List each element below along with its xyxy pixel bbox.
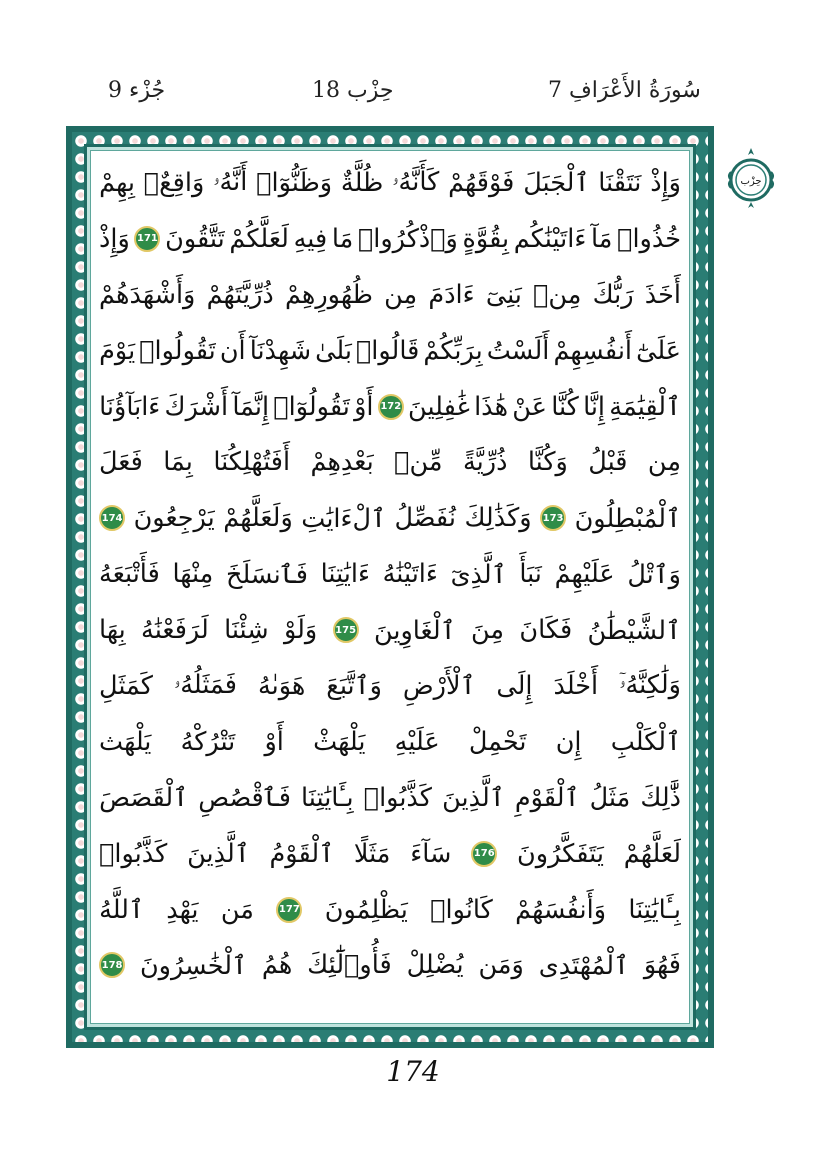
word: يَوْمَ <box>99 335 136 366</box>
word: بِهَا <box>99 615 126 646</box>
word: شَهِدْنَآ <box>249 335 312 366</box>
word: ذُرِّيَّةً <box>462 447 508 478</box>
word: مَا <box>331 223 354 254</box>
word: عَنْ <box>512 391 547 422</box>
word: ٱلْقَوْمُ <box>269 839 335 870</box>
word: مِّنۢ <box>394 447 443 478</box>
word: وَاقِعٌۢ <box>143 167 205 198</box>
word: وَٱذْكُرُوا۟ <box>357 223 458 254</box>
text-line <box>99 155 681 211</box>
word: إِلَى <box>496 670 533 701</box>
juz-label: جُزْء 9 <box>108 78 166 103</box>
word: عَلَيْهِ <box>394 726 440 757</box>
word: غَٰفِلِينَ <box>408 391 470 422</box>
word: ٱلْقِيَٰمَةِ <box>609 392 681 422</box>
word: فَكَانَ <box>519 615 573 646</box>
word: بِـَٔايَٰتِنَا <box>301 782 354 813</box>
word: بِـَٔايَٰتِنَا <box>628 894 681 925</box>
word: ٱلْغَاوِينَ <box>373 615 456 646</box>
word: مِن <box>647 447 681 478</box>
word: فَٱقْصُصِ <box>198 783 291 814</box>
word: بَنِىٓ <box>485 279 522 310</box>
word: سَآءَ <box>410 838 452 869</box>
word: هَوَىٰهُ <box>257 670 306 701</box>
word: ذُرِّيَّتَهُمْ <box>206 279 274 310</box>
word: ءَابَآؤُنَا <box>99 391 161 422</box>
text-line <box>99 602 681 658</box>
hizb-marker-icon <box>727 146 775 210</box>
word: مَثَلًا <box>353 838 391 869</box>
word: مِنۢ <box>533 279 582 310</box>
text-line <box>99 658 681 714</box>
text-line <box>99 882 681 938</box>
word: أَنفُسِهِمْ <box>553 335 633 366</box>
hizb-marker-label: حِزْب <box>740 176 762 187</box>
word: ءَايَٰتِنَا <box>320 559 370 590</box>
word: ٱلَّذِينَ <box>442 783 505 814</box>
text-line <box>99 937 681 993</box>
word: وَأَشْهَدَهُمْ <box>99 279 196 310</box>
word: هَٰذَا <box>474 391 509 422</box>
word: فَمَثَلُهُۥ <box>173 670 237 701</box>
word: وَكُنَّا <box>527 447 568 478</box>
word: يَهْدِ <box>166 894 199 925</box>
text-line <box>99 267 681 323</box>
word: ٱلْءَايَٰتِ <box>301 503 386 534</box>
word: إِن <box>555 726 582 757</box>
ayah-number-marker: 171 <box>134 226 160 252</box>
word: نَتَقْنَا <box>598 167 642 198</box>
word: وَٱتَّبَعَ <box>326 671 382 702</box>
word: يَرْجِعُونَ <box>133 503 215 534</box>
word: يَلْهَث <box>99 726 152 757</box>
word: وَلَعَلَّهُمْ <box>223 503 293 534</box>
word: تَتْرُكْهُ <box>180 726 236 757</box>
word: كَانُوا۟ <box>430 894 493 925</box>
word: أَن <box>219 335 246 366</box>
word: ظُهُورِهِمْ <box>284 279 373 310</box>
word: تَقُولُوا۟ <box>139 335 216 366</box>
quran-lines <box>99 155 681 1019</box>
word: وَٱتْلُ <box>627 559 681 590</box>
surah-label: 7 سُورَةُ الأَعْرَافِ <box>548 78 701 103</box>
page-number: 174 <box>386 1055 440 1088</box>
word: وَإِذْ <box>99 223 130 254</box>
word: ءَادَمَ <box>428 279 475 310</box>
word: ءَاتَيْنَٰكُم <box>513 223 587 254</box>
word: إِنَّمَآ <box>232 391 270 422</box>
word: بِرَبِّكُمْ <box>423 335 483 366</box>
text-line <box>99 770 681 826</box>
text-line <box>99 490 681 546</box>
word: أَفَتُهْلِكُنَا <box>213 447 291 478</box>
word: ٱلَّذِىٓ <box>450 559 507 590</box>
word: بِهِمْ <box>99 167 135 198</box>
word: رَبُّكَ <box>592 279 634 310</box>
word: ذَّٰلِكَ <box>640 782 681 813</box>
word: يَلْهَثْ <box>313 726 366 757</box>
word: ٱللَّهُ <box>99 895 144 926</box>
word: يُضْلِلْ <box>406 950 464 981</box>
word: ٱلْمُهْتَدِى <box>538 950 629 981</box>
word: كَذَّبُوا۟ <box>363 782 432 813</box>
word: ٱلْقَوْمِ <box>514 783 580 814</box>
word: وَكَذَٰلِكَ <box>464 503 532 534</box>
word: فَأُو۟لَٰٓئِكَ <box>307 950 392 981</box>
text-line <box>99 826 681 882</box>
word: فَأَتْبَعَهُ <box>99 559 160 590</box>
word: وَإِذْ <box>650 167 681 198</box>
word: مَن <box>220 894 254 925</box>
ayah-number-marker: 176 <box>471 841 497 867</box>
word: ٱلْقَصَصَ <box>99 783 189 814</box>
word: مِنَ <box>470 615 505 646</box>
word: تَقُولُوٓا۟ <box>273 391 350 422</box>
word: نَبَأَ <box>519 559 542 590</box>
word: لَعَلَّكُمْ <box>229 223 289 254</box>
word: هُمُ <box>261 950 293 981</box>
word: ٱلَّذِينَ <box>187 839 250 870</box>
word: بِمَا <box>163 447 193 478</box>
text-line <box>99 211 681 267</box>
text-line <box>99 714 681 770</box>
ayah-number-marker: 177 <box>276 897 302 923</box>
word: كَذَّبُوا۟ <box>99 838 168 869</box>
word: إِنَّا <box>583 391 606 422</box>
word: ٱلْكَلْبِ <box>610 727 681 758</box>
word: مِنْهَا <box>172 559 214 590</box>
word: لَعَلَّهُمْ <box>623 838 681 869</box>
word: ٱلْمُبْطِلُونَ <box>574 503 681 534</box>
word: ٱلْجَبَلَ <box>523 168 590 199</box>
word: مَثَلُ <box>589 782 631 813</box>
word: ظُلَّةٌ <box>340 167 384 198</box>
word: قَبْلُ <box>588 447 628 478</box>
word: أَنَّهُۥ <box>213 167 248 198</box>
word: قَالُوا۟ <box>355 335 420 366</box>
word: وَلَٰكِنَّهُۥٓ <box>619 670 681 701</box>
word: يَظْلِمُونَ <box>324 894 408 925</box>
word: فَهُوَ <box>643 950 681 981</box>
word: شِئْنَا <box>224 615 269 646</box>
word: وَأَنفُسَهُمْ <box>515 894 607 925</box>
word: فِيهِ <box>293 223 328 254</box>
text-line <box>99 434 681 490</box>
word: فَٱنسَلَخَ <box>226 559 308 590</box>
word: وَظَنُّوٓا۟ <box>256 167 333 198</box>
word: لَرَفَعْنَٰهُ <box>141 615 209 646</box>
word: عَلَيْهِمْ <box>554 559 615 590</box>
text-line <box>99 546 681 602</box>
word: أَوْ <box>264 726 284 757</box>
word: فَعَلَ <box>99 447 143 478</box>
word: كُنَّا <box>551 391 579 422</box>
word: كَمَثَلِ <box>99 670 153 701</box>
text-panel <box>90 150 690 1024</box>
word: بَعْدِهِمْ <box>310 447 374 478</box>
word: يَتَفَكَّرُونَ <box>517 838 604 869</box>
word: تَحْمِلْ <box>468 726 527 757</box>
word: كَأَنَّهُۥ <box>392 167 440 198</box>
word: أَلَسْتُ <box>486 335 550 366</box>
word: وَلَوْ <box>283 615 318 646</box>
ayah-number-marker: 172 <box>378 394 404 420</box>
word: تَتَّقُونَ <box>165 223 225 254</box>
text-line <box>99 379 681 435</box>
word: ٱلْأَرْضِ <box>402 671 476 702</box>
page-header <box>0 78 826 118</box>
text-line <box>99 323 681 379</box>
word: بِقُوَّةٍ <box>462 223 510 254</box>
word: أَشْرَكَ <box>164 391 229 422</box>
word: مَآ <box>591 223 613 254</box>
word: أَخْلَدَ <box>553 670 599 701</box>
hizb-label: حِزْب 18 <box>312 78 394 103</box>
word: فَوْقَهُمْ <box>448 167 515 198</box>
word: خُذُوا۟ <box>617 223 681 254</box>
ayah-number-marker: 173 <box>540 505 566 531</box>
word: أَوْ <box>354 391 374 422</box>
word: ءَاتَيْنَٰهُ <box>382 559 438 590</box>
ayah-number-marker: 175 <box>333 617 359 643</box>
word: نُفَصِّلُ <box>394 503 456 534</box>
ayah-number-marker: 178 <box>99 952 125 978</box>
word: وَمَن <box>478 950 524 981</box>
word: ٱلْخَٰسِرُونَ <box>139 950 247 981</box>
word: أَخَذَ <box>644 279 681 310</box>
word: عَلَىٰٓ <box>636 335 681 366</box>
word: ٱلشَّيْطَٰنُ <box>587 615 681 646</box>
word: بَلَىٰ <box>315 335 352 366</box>
ornamental-frame <box>66 126 714 1048</box>
word: مِن <box>384 279 418 310</box>
ayah-number-marker: 174 <box>99 505 125 531</box>
